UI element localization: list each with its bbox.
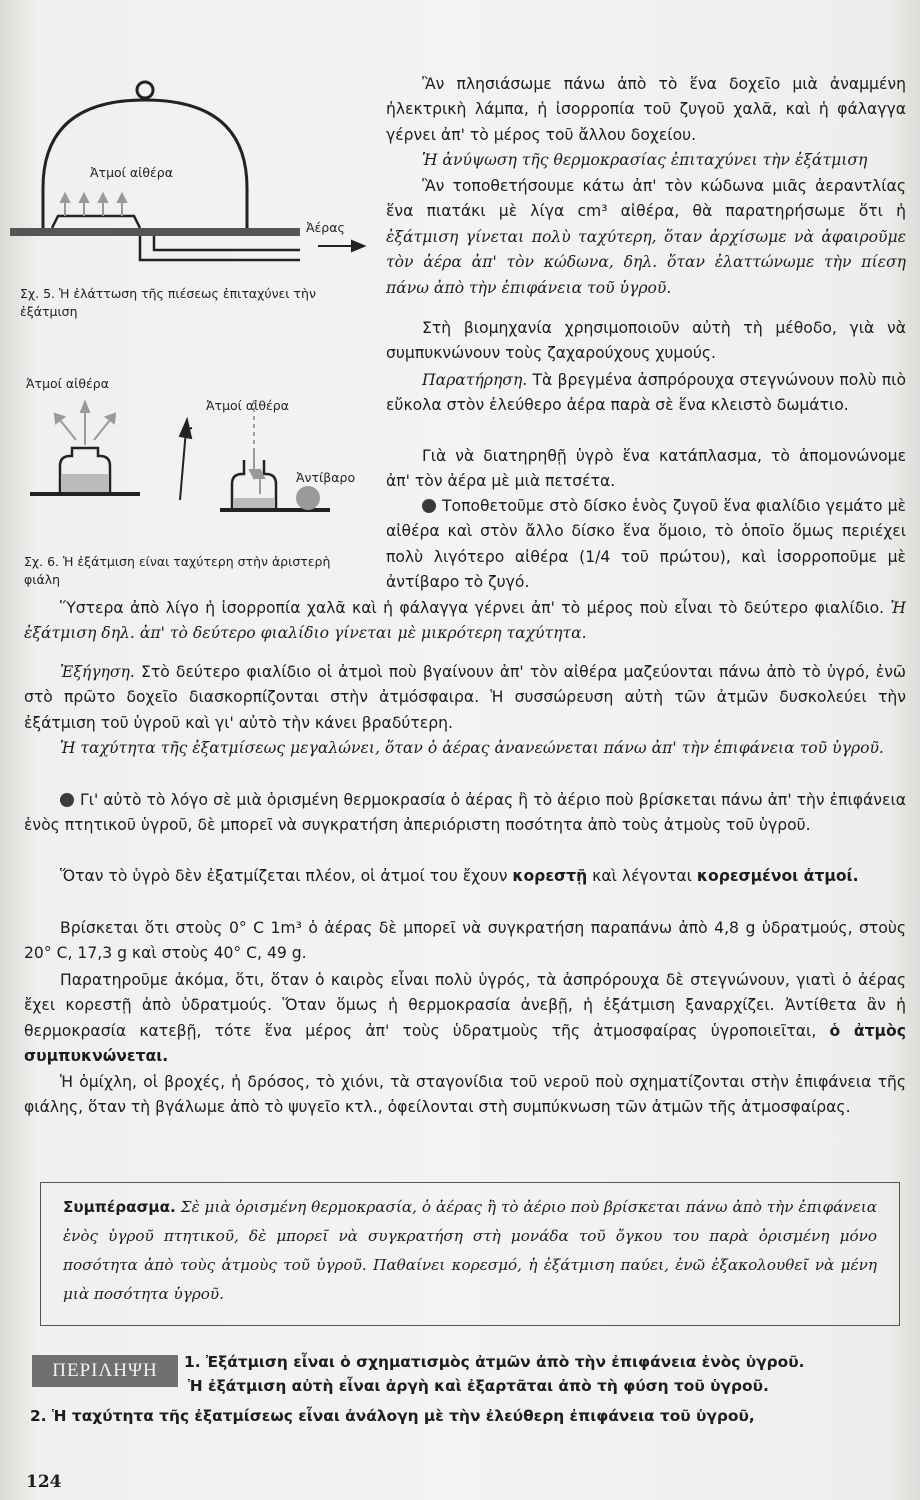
- figure-5-air-label: Ἀέρας: [306, 220, 345, 235]
- bell-jar-dome: [43, 100, 247, 228]
- left-pan: [30, 492, 140, 496]
- paragraph-saturated-vapors: Ὅταν τὸ ὑγρὸ δὲν ἐξατμίζεται πλέον, οἱ ἀτμοί του ἔχουν κορεστῇ καὶ λέγονται κορεσμένοι ἀτμοί.: [60, 867, 859, 885]
- paragraph-humid-weather: Παρατηροῦμε ἀκόμα, ὅτι, ὅταν ὁ καιρὸς εἶναι πολὺ ὑγρός, τὰ ἀσπρόρουχα δὲ στεγνώνουν, γιατὶ ὁ ἀέρας ἔχει κορεστῇ ἀπὸ ὑδρατμούς. Ὅταν ὅμως ἡ θερμοκρασία ἀνεβῇ, ἡ ἐξάτμιση ξαναρχίζει. Ἀντίθετα ἂν ἡ θερμοκρασία κατεβῇ, τότε ἕνα μέρος ἀπ' τοὺς ὑδρατμοὺς τῆς ἀτμοσφαίρας ὑγροποιεῖται, ὁ ἀτμὸς συμπυκνώνεται.: [24, 971, 906, 1066]
- paragraph-saturation-limit: Γι' αὐτὸ τὸ λόγο σὲ μιὰ ὁρισμένη θερμοκρασία ὁ ἀέρας ἢ τὸ ἀέριο ποὺ βρίσκεται πάνω ἀπ' τὴν ἐπιφάνεια ἑνὸς πτητικοῦ ὑγροῦ, δὲ μπορεῖ νὰ συγκρατήση ἀπεριόριστη ποσότητα ἀπὸ τοὺς ἀτμοὺς τοῦ ὑγροῦ.: [24, 791, 906, 835]
- figure-6-caption: Σχ. 6. Ἡ ἐξάτμιση είναι ταχύτερη στὴν ἀριστερὴ φιάλη: [24, 554, 331, 587]
- figure-6-counterweight-label: Ἀντίβαρο: [296, 470, 356, 485]
- bullet-icon: [422, 499, 436, 513]
- bullet-icon: [60, 793, 74, 807]
- paragraph-poultice: Γιὰ νὰ διατηρηθῇ ὑγρὸ ἕνα κατάπλασμα, τὸ ἀπομονώνομε ἀπ' τὸν ἀέρα μὲ μιὰ πετσέτα.: [386, 447, 906, 491]
- figure-5-bell-jar: [10, 78, 370, 278]
- dish: [52, 216, 140, 228]
- page-number: 124: [26, 1472, 62, 1492]
- air-arrow: [318, 241, 364, 251]
- counterweight: [296, 486, 320, 510]
- figure-5-vapor-label: Ἀτμοί αἰθέρα: [90, 165, 173, 180]
- summary-line-1: 1. Ἐξάτμιση εἶναι ὁ σχηματισμὸς ἀτμῶν ἀπὸ τὴν ἐπιφάνεια ἑνὸς ὑγροῦ.: [184, 1353, 805, 1371]
- air-pipe: [140, 236, 300, 260]
- summary-line-3: 2. Ἡ ταχύτητα τῆς ἐξατμίσεως εἶναι ἀνάλογη μὲ τὴν ἐλεύθερη ἐπιφάνεια τοῦ ὑγροῦ,: [30, 1407, 755, 1425]
- figure-6-vapor-label-right: Ἀτμοί αἰθέρα: [206, 398, 289, 413]
- paragraph-explanation: Ἐξήγηση. Στὸ δεύτερο φιαλίδιο οἱ ἀτμοὶ ποὺ βγαίνουν ἀπ' τὸν αἰθέρα μαζεύονται πάνω ἀπὸ τὸ ὑγρό, ἐνῶ στὸ πρῶτο δοχεῖο διασκορπίζονται στὴν ἀτμόσφαιρα. Ἡ συσσώρευση αὐτὴ τῶν ἀτμῶν δυσκολεύει τὴν ἐξάτμιση τοῦ ὑγροῦ καὶ γι' αὐτὸ τὴν κάνει βραδύτερη.: [24, 663, 906, 732]
- conclusion-box: [40, 1182, 900, 1326]
- right-vapor-arrows: [250, 450, 264, 494]
- figure-6-balance: [20, 390, 380, 520]
- paragraph-observation: Παρατήρηση. Τὰ βρεγμένα ἀσπρόρουχα στεγνώνουν πολὺ πιὸ εὔκολα στὸν ἐλεύθερο ἀέρα παρὰ σὲ ἕνα κλειστὸ δωμάτιο.: [386, 371, 906, 415]
- rule-air-renewal: Ἡ ταχύτητα τῆς ἐξατμίσεως μεγαλώνει, ὅταν ὁ ἀέρας ἀνανεώνεται πάνω ἀπ' τὴν ἐπιφάνεια τοῦ ὑγροῦ.: [60, 739, 884, 757]
- paragraph-result: Ὕστερα ἀπὸ λίγο ἡ ἰσορροπία χαλᾶ καὶ ἡ φάλαγγα γέρνει ἀπ' τὸ μέρος ποὺ εἶναι τὸ δεύτερο φιαλίδιο. Ἡ ἐξάτμιση δηλ. ἀπ' τὸ δεύτερο φιαλίδιο γίνεται μὲ μικρότερη ταχύτητα.: [24, 599, 906, 643]
- figure-6-vapor-label-left: Ἀτμοί αἰθέρα: [26, 376, 109, 391]
- paragraph-lamp: Ἂν πλησιάσωμε πάνω ἀπὸ τὸ ἕνα δοχεῖο μιὰ ἀναμμένη ἠλεκτρικὴ λάμπα, ἡ ἰσορροπία τοῦ ζυγοῦ χαλᾶ, καὶ ἡ φάλαγγα γέρνει ἀπ' τὸ μέρος τοῦ ἄλλου δοχείου.: [386, 75, 906, 144]
- summary-badge: ΠΕΡΙΛΗΨΗ: [32, 1355, 178, 1387]
- paragraph-air-pump: Ἂν τοποθετήσουμε κάτω ἀπ' τὸν κώδωνα μιᾶς ἀεραντλίας ἕνα πιατάκι μὲ λίγα cm³ αἰθέρα, θὰ παρατηρήσωμε ὅτι ἡ ἐξάτμιση γίνεται πολὺ ταχύτερη, ὅταν ἀρχίσωμε νὰ ἀφαιροῦμε τὸν ἀέρα ἀπ' τὸν κώδωνα, δηλ. ὅταν ἐλαττώνωμε τὴν πίεση πάνω ἀπὸ τὴν ἐπιφάνεια τοῦ ὑγροῦ.: [386, 177, 906, 297]
- balance-needle: [180, 420, 192, 500]
- right-liquid: [234, 498, 274, 508]
- paragraph-condensation: Ἡ ὁμίχλη, οἱ βροχές, ἡ δρόσος, τὸ χιόνι, τὰ σταγονίδια τοῦ νεροῦ ποὺ σχηματίζονται στὴν ἐπιφάνεια τῆς φιάλης, ὅταν τὴ βγάλωμε ἀπὸ τὸ ψυγεῖο κτλ., ὀφείλονται στὴ συμπύκνωση τῶν ἀτμῶν τῆς ἀτμοσφαίρας.: [24, 1073, 906, 1117]
- paragraph-experiment: Τοποθετοῦμε στὸ δίσκο ἑνὸς ζυγοῦ ἕνα φιαλίδιο γεμάτο μὲ αἰθέρα καὶ στὸν ἄλλο δίσκο ἕνα ὅμοιο, τὸ ὁποῖο ὅμως περιέχει πολὺ λιγότερο αἰθέρα (1/4 τοῦ πρώτου), καὶ ἰσορροποῦμε μὲ ἀντίβαρο τὸ ζυγό.: [386, 497, 906, 592]
- paragraph-industry: Στὴ βιομηχανία χρησιμοποιοῦν αὐτὴ τὴ μέθοδο, γιὰ νὰ συμπυκνώνουν τοὺς ζαχαρούχους χυμούς.: [386, 319, 906, 363]
- rule-temperature: Ἡ ἀνύψωση τῆς θερμοκρασίας ἐπιταχύνει τὴν ἐξάτμιση: [422, 151, 868, 169]
- figure-5-caption: Σχ. 5. Ἡ ἐλάττωση τῆς πιέσεως ἐπιταχύνει τὴν ἐξάτμιση: [20, 286, 316, 319]
- paragraph-water-vapor-values: Βρίσκεται ὅτι στοὺς 0° C 1m³ ὁ ἀέρας δὲ μπορεῖ νὰ συγκρατήση παραπάνω ἀπὸ 4,8 g ὑδρατμούς, στοὺς 20° C, 17,3 g καὶ στοὺς 40° C, 49 g.: [24, 919, 906, 963]
- conclusion-text: Σὲ μιὰ ὁρισμένη θερμοκρασία, ὁ ἀέρας ἢ τὸ ἀέριο ποὺ βρίσκεται πάνω ἀπὸ τὴν ἐπιφάνεια ἑνὸς ὑγροῦ πτητικοῦ, δὲ μπορεῖ νὰ συγκρατήση στὴ μονάδα τοῦ ὄγκου του παρὰ ὁρισμένη μόνο ποσότητα ἀπὸ τοὺς ἀτμοὺς τοῦ ὑγροῦ. Παθαίνει κορεσμό, ἡ ἐξάτμιση παύει, ἐνῶ ἐξακολουθεῖ νὰ μένη μιὰ ποσότητα ὑγροῦ.: [63, 1198, 877, 1303]
- bell-jar-knob: [137, 82, 153, 98]
- left-vapor-arrows: [55, 402, 115, 445]
- summary-line-2: Ἡ ἐξάτμιση αὐτὴ εἶναι ἀργὴ καὶ ἐξαρτᾶται ἀπὸ τὴ φύση τοῦ ὑγροῦ.: [188, 1377, 769, 1395]
- conclusion-label: Συμπέρασμα.: [63, 1198, 176, 1216]
- left-liquid: [62, 474, 108, 492]
- base-plate: [10, 228, 300, 236]
- vapor-arrows: [61, 194, 126, 216]
